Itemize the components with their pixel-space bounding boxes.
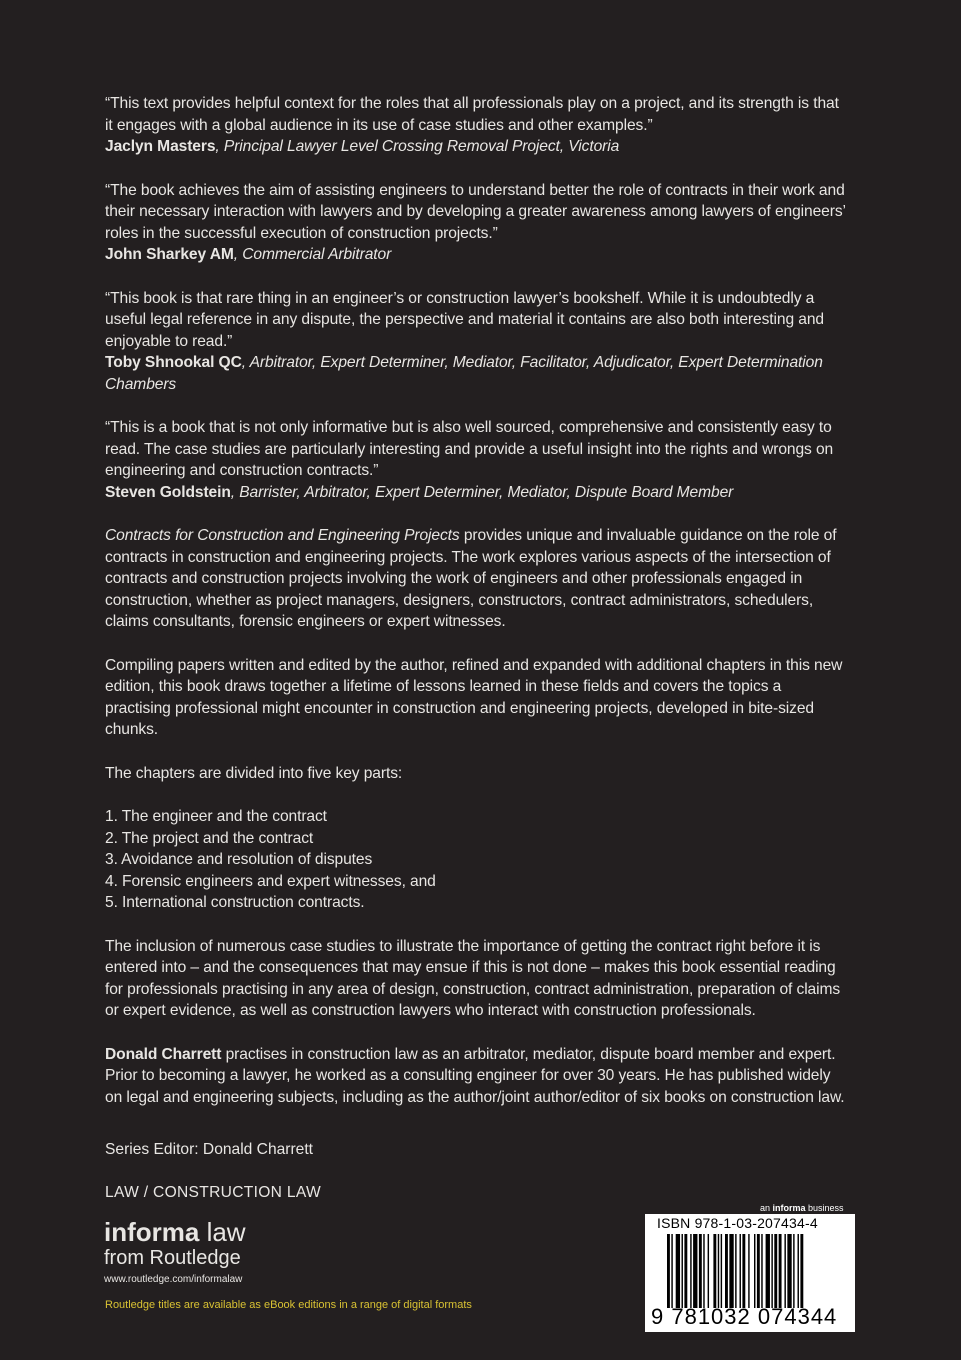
barcode-bar	[798, 1234, 799, 1308]
barcode-bar	[800, 1234, 803, 1308]
barcode-bar	[682, 1234, 683, 1308]
list-item: 4. Forensic engineers and expert witnesses, and	[105, 872, 436, 890]
barcode-bar	[671, 1234, 672, 1308]
list-item: 2. The project and the contract	[105, 829, 314, 847]
list-item: 1. The engineer and the contract	[105, 808, 327, 825]
testimonial-author: John Sharkey AM	[105, 246, 234, 263]
testimonial-author: Toby Shnookal QC	[105, 354, 242, 371]
author-bio	[105, 1044, 850, 1109]
barcode-bar	[718, 1234, 719, 1308]
barcode-bar	[713, 1234, 716, 1308]
back-cover-text	[105, 93, 850, 1130]
testimonial-quote: “This book is that rare thing in an engineer’s or construction lawyer’s bookshelf. While it is undoubtedly a useful legal reference in any dispute, the perspective and material it contains are also both interesting and enjoyable to read.”	[105, 289, 824, 350]
author-bio-text: practises in construction law as an arbitrator, mediator, dispute board member and expert. Prior to becoming a lawyer, he worked as a consulting engineer for over 30 years. He has published widely on legal and engineering subjects, including as the author/joint author/editor of six books on construction law.	[105, 1045, 845, 1106]
barcode-bar	[729, 1234, 733, 1308]
testimonial-role: , Barrister, Arbitrator, Expert Determiner, Mediator, Dispute Board Member	[230, 483, 734, 501]
barcode-bar	[748, 1234, 749, 1308]
barcode-bar	[721, 1234, 722, 1308]
barcode-bars	[667, 1234, 847, 1308]
barcode-bar	[787, 1234, 791, 1308]
book-title: Contracts for Construction and Engineering Projects	[105, 527, 460, 544]
series-editor: Series Editor: Donald Charrett	[105, 1141, 314, 1158]
description-paragraph: The inclusion of numerous case studies to illustrate the importance of getting the contract right before it is entered into – and the consequences that may ensue if this is not done – makes this book essential reading for professionals practising in any area of design, construction, contract administration, preparation of claims or expert evidence, as well as construction lawyers who interact with construction professionals.	[105, 937, 841, 1019]
ebook-note: Routledge titles are available as eBook editions in a range of digital formats	[105, 1299, 472, 1311]
isbn-barcode	[645, 1214, 855, 1332]
testimonial-author: Jaclyn Masters	[105, 138, 216, 155]
list-item: 5. International construction contracts.	[105, 894, 365, 911]
barcode-bar	[742, 1234, 745, 1308]
barcode-bar	[667, 1234, 670, 1308]
testimonial-role: , Arbitrator, Expert Determiner, Mediator, Facilitator, Adjudicator, Expert Determination Chambers	[105, 354, 823, 393]
barcode-bar	[699, 1234, 702, 1308]
description-paragraph: Compiling papers written and edited by the author, refined and expanded with additional chapters in this new edition, this book draws together a lifetime of lessons learned in these fields and covers the topics a practising professional might encounter in construction and engineering projects, developed in bite-sized chunks.	[105, 656, 843, 738]
chapters-list	[105, 806, 850, 914]
testimonial-role: , Commercial Arbitrator	[233, 246, 392, 263]
logo-informa: informa	[104, 1217, 200, 1247]
barcode-number: 9 781032 074344	[651, 1304, 838, 1329]
barcode-bar	[784, 1234, 785, 1308]
publisher-logo	[104, 1218, 246, 1285]
barcode-bar	[735, 1234, 736, 1308]
barcode-bar	[690, 1234, 691, 1308]
author-name: Donald Charrett	[105, 1045, 222, 1063]
testimonial-author: Steven Goldstein	[105, 483, 231, 501]
barcode-bar	[779, 1234, 782, 1308]
isbn-label: ISBN 978-1-03-207434-4	[657, 1215, 818, 1231]
barcode-bar	[766, 1234, 770, 1308]
publisher-url: www.routledge.com/informalaw	[104, 1274, 243, 1285]
testimonial	[105, 417, 850, 503]
list-item: 3. Avoidance and resolution of disputes	[105, 851, 373, 868]
testimonial-quote: “This text provides helpful context for the roles that all professionals play on a project, and its strength is that it engages with a global audience in its use of case studies and other examples.”	[105, 95, 839, 134]
description-intro	[105, 525, 850, 633]
barcode-bar	[757, 1234, 760, 1308]
barcode-bar	[793, 1234, 794, 1308]
testimonial	[105, 288, 850, 396]
barcode-bar	[740, 1234, 741, 1308]
barcode-bar	[684, 1234, 687, 1308]
barcode-bar	[708, 1234, 709, 1308]
barcode-bar	[761, 1234, 762, 1308]
logo-routledge: from Routledge	[104, 1247, 241, 1269]
logo-law: law	[199, 1217, 246, 1247]
chapters-intro: The chapters are divided into five key parts:	[105, 764, 403, 782]
informa-business-tag: an informa business	[760, 1203, 844, 1213]
testimonial	[105, 180, 850, 266]
subject-category: LAW / CONSTRUCTION LAW	[105, 1184, 321, 1201]
barcode-bar	[693, 1234, 697, 1308]
testimonial-quote: “This is a book that is not only informative but is also well sourced, comprehensive and consistently easy to read. The case studies are particularly interesting and provide a useful insight into the rights and wrongs on engineering and construction contracts.”	[105, 419, 834, 479]
barcode-bar	[725, 1234, 728, 1308]
description-intro-text: provides unique and invaluable guidance on the role of contracts in construction and engineering projects. The work explores various aspects of the intersection of contracts and construction projects involving the work of engineers and other professionals engaged in construction, whether as project managers, designers, constructors, contract administrators, schedulers, claims consultants, forensic engineers or expert witnesses.	[105, 527, 837, 630]
barcode-bar	[754, 1234, 755, 1308]
testimonial-role: , Principal Lawyer Level Crossing Removal Project, Victoria	[215, 138, 620, 155]
barcode-bar	[676, 1234, 680, 1308]
testimonial	[105, 93, 850, 158]
barcode-bar	[703, 1234, 704, 1308]
barcode-bar	[774, 1234, 777, 1308]
testimonial-quote: “The book achieves the aim of assisting engineers to understand better the role of contracts in their work and their necessary interaction with lawyers and by developing a greater awareness among lawyers of engineers’ roles in the successful execution of construction projects.”	[105, 181, 846, 242]
barcode-bar	[771, 1234, 772, 1308]
